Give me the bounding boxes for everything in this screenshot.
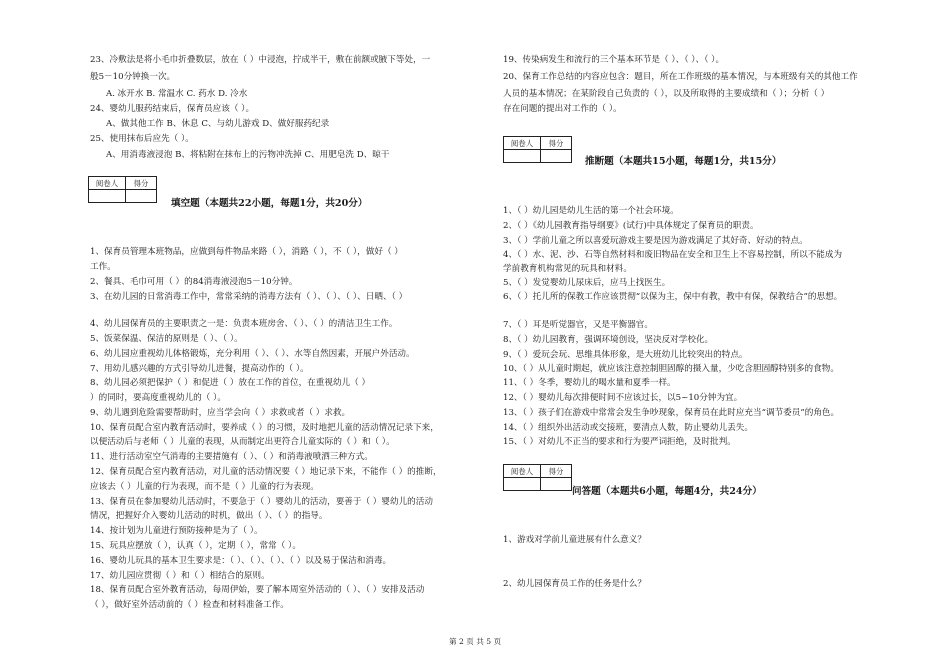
fill-line: 2、餐具、毛巾可用（ ）的84消毒液浸泡5－10分钟。 [90,277,298,287]
reviewer-label: 阅卷人 [89,177,126,190]
judge-line: 5、（ ）发觉婴幼儿尿床后，应马上找医生。 [503,278,671,288]
fill-section-title: 填空题（本题共22小题，每题1分，共20分） [171,198,368,209]
fill-line: 8、幼儿园必须把保护（ ）和促进（ ）放在工作的首位，在重视幼儿（ ） [90,378,371,388]
fill-line: 12、保育员配合室内教育活动，对儿童的活动情况要（ ）地记录下来，不能作（ ）的推断， [90,467,442,477]
fill-line: 以便活动后与老师（ ）儿童的表现，从而制定出更符合儿童实际的（ ）和（ ）。 [90,437,395,447]
qa-question-1: 1、游戏对学前儿童进展有什么意义？ [503,535,646,545]
judge-line: 3、（ ）学前儿童之所以喜爱玩游戏主要是因为游戏满足了其好奇、好动的特点。 [503,236,808,246]
reviewer-cell [504,478,541,491]
judge-line: 12、（ ）婴幼儿每次排便时间不应该过长，以5~10分钟为宜。 [503,393,743,403]
fill-line: 5、饭菜保温、保洁的原则是（ ）、（ ）。 [90,334,243,344]
reviewer-label: 阅卷人 [504,137,541,150]
judge-line: 4、（ ）水、泥、沙、石等自然材料和废旧物品在安全和卫生上不容易控制，所以不能成为 [503,250,843,260]
judge-line: 14、（ ）组织外出活动或交接班，要清点人数，防止婴幼儿丢失。 [503,423,753,433]
judge-line: 2、（ ）《幼儿园教育指导纲要》(试行)中具体规定了保育员的职责。 [503,221,759,231]
page-number: 第 2 页 共 5 页 [448,637,502,646]
score-label: 得分 [541,137,572,150]
score-label: 得分 [541,465,572,478]
question-23-line-2: 般5－10分钟换一次。 [90,72,176,82]
score-label: 得分 [126,177,157,190]
fill-line: 13、保育员在参加婴幼儿活动时，不要急于（ ）婴幼儿的活动，要善于（ ）婴幼儿的活动 [90,497,433,507]
reviewer-label: 阅卷人 [504,465,541,478]
question-23-options: A. 冰开水 B. 常温水 C. 药水 D. 冷水 [106,89,248,99]
fill-line: 16、婴幼儿玩具的基本卫生要求是：（ ）、（ ）、（ ）、（ ）以及易于保洁和消毒。 [90,556,392,566]
fill-line: 9、幼儿遇到危险需要帮助时，应当学会向（ ）求救或者（ ）求救。 [90,408,351,418]
question-20-line-2: 人员的基本情况；在某阶段自己负责的（ ），以及所取得的主要成绩和（ ）；分析（ ） [503,89,830,99]
fill-line: 11、进行活动室空气消毒的主要措施有（ ）、（ ）和消毒液喷洒三种方式。 [90,452,373,462]
judge-line: 15、（ ）对幼儿不正当的要求和行为要严词拒绝，及时批判。 [503,437,736,447]
fill-line: 10、保育员配合室内教育活动时，要养成（ ）的习惯，及时地把儿童的活动情况记录下来， [90,423,439,433]
fill-line: 6、幼儿园应重视幼儿体格锻炼，充分利用（ ）、（ ）、水等自然因素，开展户外活动。 [90,349,415,359]
judge-line: 11、（ ）冬季，婴幼儿的喝水量和夏季一样。 [503,378,676,388]
judge-line: 1、（ ）幼儿园是幼儿生活的第一个社会环境。 [503,206,679,216]
score-cell [541,150,572,163]
judge-line: 6、（ ）托儿所的保教工作应该贯彻“以保为主，保中有教，教中有保，保教结合”的思想。 [503,292,843,302]
judge-section-title: 推断题（本题共15小题，每题1分，共15分） [585,156,782,167]
fill-line: 1、保育员管理本班物品，应做到每件物品来路（ ），消路（ ），不（ ），做好（ ） [90,247,403,257]
fill-line: 3、在幼儿园的日常消毒工作中，常常采纳的消毒方法有（ ）、（ ）、（ ）、日晒、（ ） [90,292,408,302]
reviewer-cell [504,150,541,163]
question-25-options: A、用消毒液浸泡 B、将粘附在抹布上的污物冲洗掉 C、用肥皂洗 D、晾干 [106,150,390,160]
judge-line: 7、（ ）耳是听觉器官，又是平衡器官。 [503,320,653,330]
judge-line: 学前教育机构常见的玩具和材料。 [503,264,632,274]
judge-line: 9、（ ）爱玩会玩、思维具体形象，是大班幼儿比较突出的特点。 [503,350,748,360]
judge-line: 13、（ ）孩子们在游戏中常常会发生争吵现象，保育员在此时应充当“调节委员”的角色。 [503,408,840,418]
reviewer-cell [89,190,126,203]
fill-line: 15、玩具应摆放（ ），认真（ ），定期（ ），常常（ ）。 [90,541,301,551]
fill-line: 工作。 [90,262,116,272]
score-box-judge [503,136,572,163]
question-23-line-1: 23、冷敷法是将小毛巾折叠数层，放在（ ）中浸泡，拧成半干，敷在前额或腋下等处，一 [90,55,431,65]
score-box-qa [503,464,572,491]
question-25: 25、使用抹布后应先（ ）。 [90,134,194,144]
fill-line: 应该去（ ）儿童的行为表现，而不是（ ）儿童的行为表现。 [90,482,319,492]
fill-line: ）的同时，要高度重视幼儿的（ ）。 [90,393,226,403]
score-cell [126,190,157,203]
qa-question-2: 2、幼儿园保育员工作的任务是什么？ [503,579,646,589]
question-24-options: A、做其他工作 B、休息 C、与幼儿游戏 D、做好服药纪录 [106,119,330,129]
judge-line: 10、（ ）从儿童时期起，就应该注意控制胆固醇的摄入量，少吃含胆固醇特别多的食物。 [503,364,839,374]
fill-line: 7、用幼儿感兴趣的方式引导幼儿进餐，提高动作的（ ）。 [90,364,309,374]
qa-section-title: 问答题（本题共6小题，每题4分，共24分） [572,486,762,497]
score-box-fill [88,176,157,203]
fill-line: （ ），做好室外活动前的（ ）检查和材料准备工作。 [90,600,289,610]
fill-line: 14、按计划为儿童进行预防接种是为了（ ）。 [90,526,263,536]
question-20-line-1: 20、保育工作总结的内容应包含：题目，所在工作班级的基本情况，与本班级有关的其他工作 [503,72,858,82]
fill-line: 4、幼儿园保育员的主要职责之一是：负责本班房舍、（ ）、（ ）的清洁卫生工作。 [90,319,398,329]
judge-line: 8、（ ）幼儿园教育，强调环境创设，坚决反对学校化。 [503,335,714,345]
fill-line: 17、幼儿园应贯彻（ ）和（ ）相结合的原则。 [90,571,270,581]
question-19: 19、传染病发生和流行的三个基本环节是（ ）、（ ）、（ ）。 [503,55,725,65]
question-20-line-3: 存在问题的提出对工作的（ ）。 [503,104,622,114]
fill-line: 情况，把握好介入婴幼儿活动的时机，做出（ ）、（ ）的指导。 [90,511,328,521]
fill-line: 18、保育员配合室外教育活动，每周伊始，要了解本周室外活动的（ ）、（ ）安排及活动 [90,585,425,595]
score-cell [541,478,572,491]
question-24: 24、婴幼儿服药结束后，保育员应该（ ）。 [90,104,255,114]
